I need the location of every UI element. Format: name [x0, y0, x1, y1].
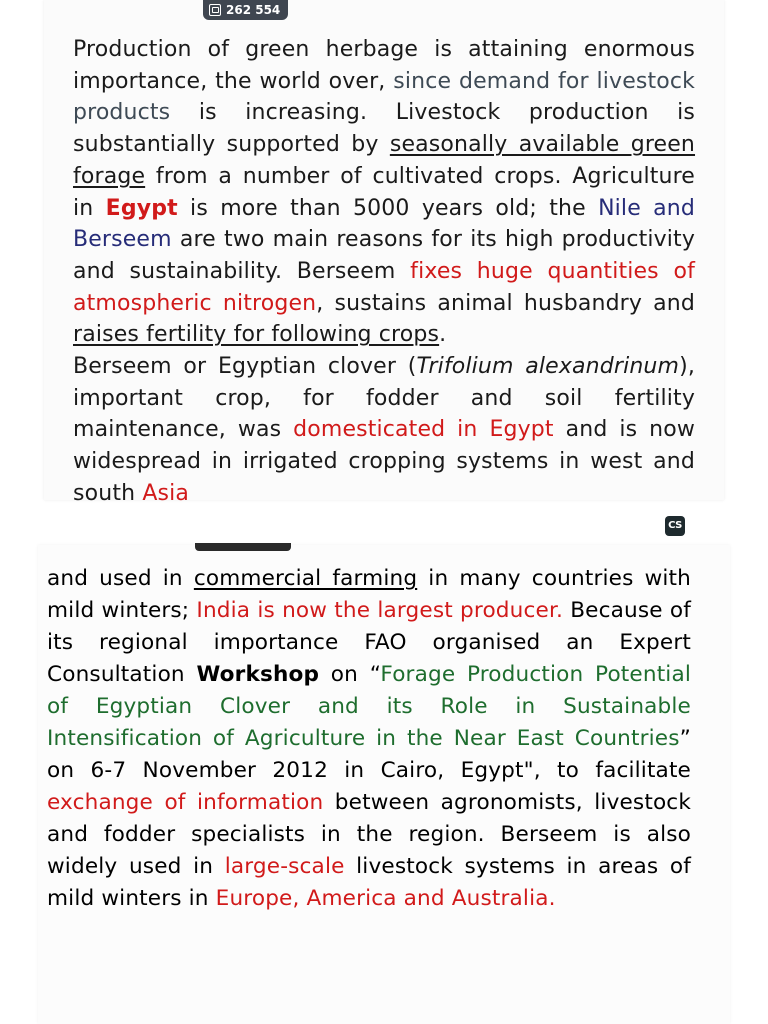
- text-span: Because of its regional importance FAO organised an Expert Consultation: [47, 598, 691, 687]
- highlight-egypt: Egypt: [105, 195, 178, 221]
- camscanner-logo: CS: [665, 516, 685, 536]
- text-span: ” on 6-7 November 2012 in Cairo, Egypt", to facilitate: [47, 726, 691, 783]
- text-span: are two main reasons for its high productivity and sustainability. Berseem: [73, 227, 695, 284]
- text-span: in many countries with mild winters;: [47, 566, 691, 623]
- text-span: is increasing. Livestock production is substantially supported by: [73, 100, 695, 158]
- highlight-domesticated: domesticated in Egypt: [293, 417, 554, 443]
- highlight-asia: Asia: [142, 480, 190, 506]
- document-icon: [209, 4, 221, 16]
- view-count-badge: [203, 0, 288, 20]
- highlight-regions: Europe, America and Australia.: [215, 886, 556, 911]
- highlight-nitrogen: fixes huge quantities of atmospheric nitrogen: [73, 258, 695, 316]
- text-span: between agronomists, livestock and fodder specialists in the region. Berseem is also widely used in: [47, 790, 691, 879]
- highlight-india: India is now the largest producer.: [196, 598, 564, 623]
- text-span: Production of green herbage is attaining enormous importance, the world over,: [73, 37, 695, 94]
- bold-workshop: Workshop: [196, 662, 320, 687]
- workshop-title: Forage Production Potential of Egyptian Clover and its Role in Sustainable Intensification of Agriculture in the Near East Countries: [47, 662, 691, 751]
- text-span: Berseem or Egyptian clover (: [73, 354, 417, 380]
- underlined-phrase: seasonally available green forage: [73, 132, 696, 189]
- highlight-large-scale: large-scale: [224, 854, 345, 879]
- text-span: livestock systems in areas of mild winters in: [47, 854, 691, 911]
- highlight-exchange: exchange of information: [47, 790, 324, 815]
- paragraph-berseem-intro: [73, 34, 695, 510]
- underlined-phrase: commercial farming: [193, 566, 418, 591]
- underlined-phrase: raises fertility for following crops: [73, 322, 440, 348]
- text-span: on “: [319, 662, 381, 687]
- scientific-name: Trifolium alexandrinum: [416, 354, 680, 380]
- text-span: and is now widespread in irrigated cropping systems in west and south: [73, 417, 695, 506]
- text-span: and used in: [47, 566, 194, 591]
- text-span: is more than 5000 years old; the: [177, 195, 599, 221]
- text-span: since demand for livestock products: [73, 68, 696, 126]
- scanned-page-top: [44, 0, 724, 506]
- text-span: , sustains animal husbandry and: [316, 290, 696, 316]
- view-count: 262 554: [226, 3, 281, 17]
- text-span: .: [439, 322, 447, 348]
- text-span: ), important crop, for fodder and soil fertility maintenance, was: [73, 354, 695, 443]
- scan-edge-mark: [195, 543, 291, 551]
- text-span: from a number of cultivated crops. Agriculture in: [73, 163, 695, 221]
- highlight-nile-berseem: Nile and Berseem: [73, 195, 695, 253]
- paragraph-berseem-workshop: [47, 563, 691, 915]
